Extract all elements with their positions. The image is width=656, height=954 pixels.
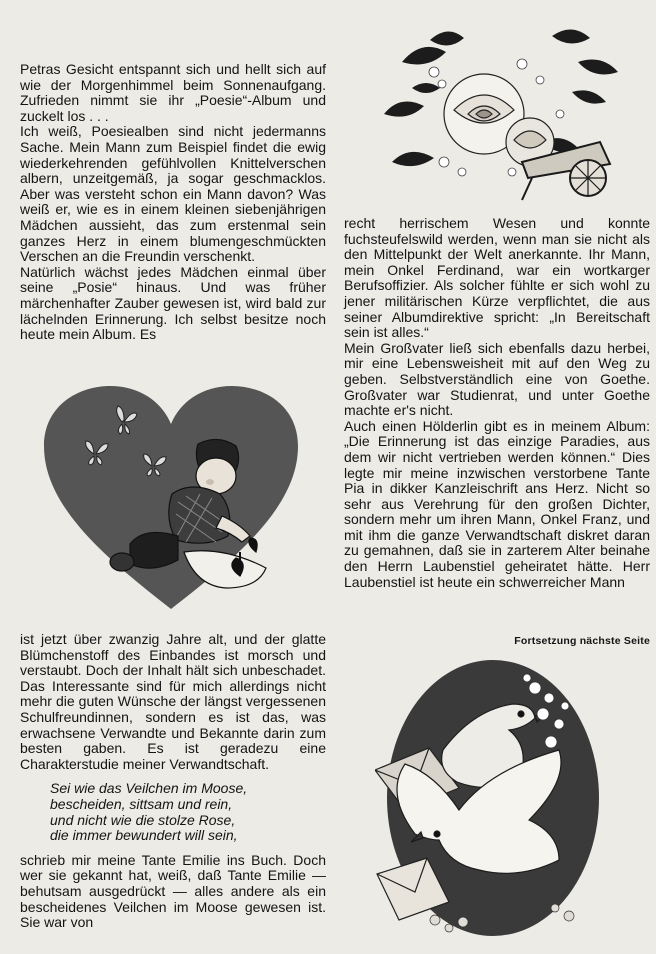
poem-line: die immer bewundert will sein, [50,827,238,844]
paragraph: recht herrischem Wesen und konnte fuchsteufelswild werden, wenn man sie nicht als den Mittelpunkt der Welt anerkannte. Ihr Mann, mein Onkel Ferdinand, war ein wortkarger Berufsoffizier. Als solcher fühlte er sich wohl zu jener militärischen Kürze verpflichtet, die aus seiner Albumdirektive spricht: „In Bereitschaft sein ist alles.“ [344,215,650,341]
paragraph: ist jetzt über zwanzig Jahre alt, und der glatte Blümchenstoff des Einbandes ist morsch und verstaubt. Doch der Inhalt hält sich unbeschadet. Das Interessante sind für mich allerdings nicht mehr die guten Wünsche der längst vergessenen Schulfreundinnen, sondern es ist das, was erwachsene Verwandte und Bekannte darin zum besten gaben. Es ist geradezu eine Charakterstudie meiner Verwandtschaft. [20,631,326,772]
paragraph: Auch einen Hölderlin gibt es in meinem Album: „Die Erinnerung ist das einzige Paradies, aus dem wir nicht vertrieben werden können.“ Dies legte mir meine inzwischen verstorbene Tante Pia in dikker Kanzleischrift ans Herz. Nicht so sehr aus Verehrung für den großen Dichter, sondern mehr um ihren Mann, Onkel Franz, und mit ihm die ganze Verwandtschaft diskret daran zu gemahnen, daß sie in zarterem Alter beinahe den Herrn Laubenstiel geheiratet hätte. Herr Laubenstiel ist heute ein schwerreicher Mann [344,417,650,590]
poem [50,781,326,843]
continuation-note: Fortsetzung nächste Seite [514,635,650,647]
roses-wheelbarrow-illustration [372,22,632,208]
article-column-left-top [20,62,326,343]
paragraph: Petras Gesicht entspannt sich und hellt sich auf wie der Morgenhimmel beim Sonnenaufgang. Zufrieden nimmt sie ihr „Poesie“-Album und zuckelt los . . . [20,61,326,124]
poem-line: und nicht wie die stolze Rose, [50,811,236,828]
heart-child-butterflies-illustration [40,384,302,616]
article-column-left-bottom [20,632,326,931]
poem-line: Sei wie das Veilchen im Moose, [50,780,248,797]
doves-flowers-letter-illustration [375,658,605,950]
paragraph: schrieb mir meine Tante Emilie ins Buch. Doch wer sie gekannt hat, weiß, daß Tante Emilie — behutsam ausgedrückt — alles andere als ein bescheidenes Veilchen im Moose gewesen ist. Sie war von [20,851,326,931]
paragraph: Natürlich wächst jedes Mädchen einmal über seine „Posie“ hinaus. Und was früher märchenhafter Zauber gewesen ist, wird bald zur lächelnden Erinnerung. Ich selbst besitze noch heute mein Album. Es [20,263,326,343]
poem-line: bescheiden, sittsam und rein, [50,795,233,812]
article-column-right [344,216,650,590]
paragraph: Ich weiß, Poesiealben sind nicht jedermanns Sache. Mein Mann zum Beispiel findet die ewig wiederkehrenden gefühlvollen Knittelverschen albern, unzeitgemäß, ja sogar geschmacklos. Aber was versteht schon ein Mann davon? Was weiß er, wie es in einem kleinen siebenjährigen Mädchen aussieht, das zum erstenmal sein ganzes Herz in einem blumengeschmückten Verschen an die Freundin verschenkt. [20,123,326,265]
paragraph: Mein Großvater ließ sich ebenfalls dazu herbei, mir eine Lebensweisheit mit auf den Weg zu geben. Selbstverständlich eine von Goethe. Großvater war Studienrat, und unter Goethe machte er's nicht. [344,339,650,419]
